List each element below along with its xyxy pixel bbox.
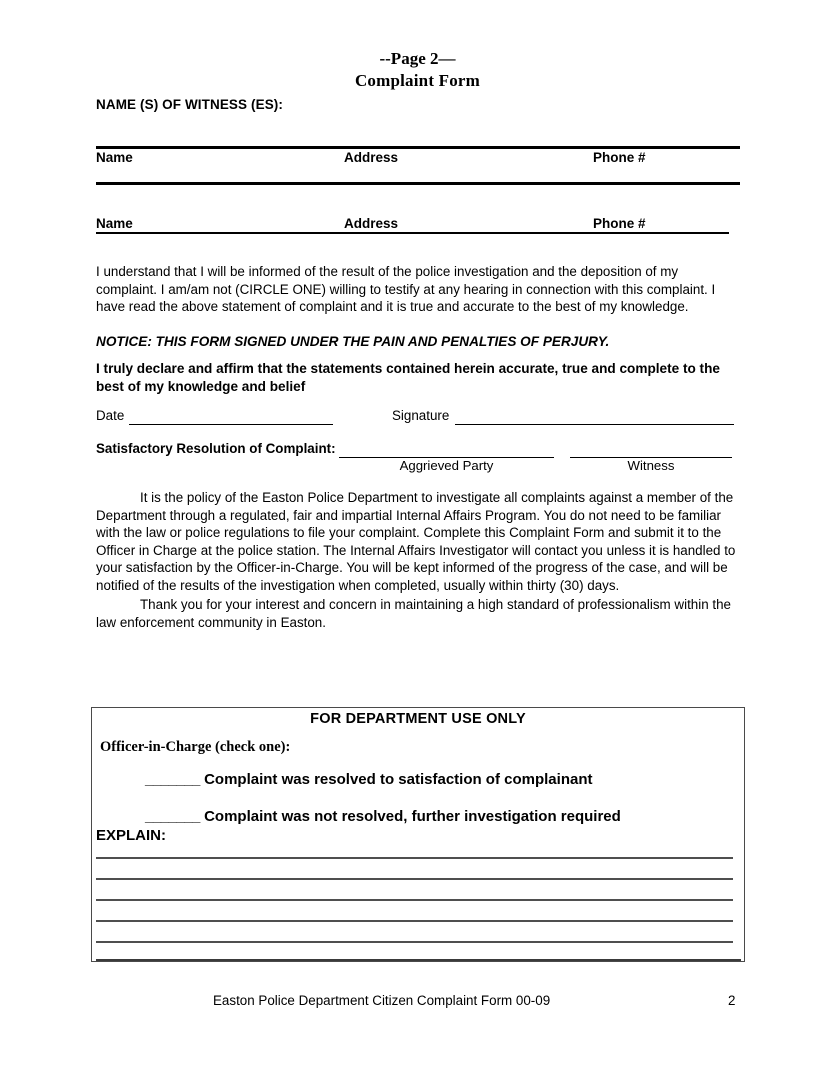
explain-write-line[interactable] [96, 857, 733, 859]
witness-row1-name-label: Name [96, 150, 133, 165]
page-title [95, 48, 740, 92]
page-title-line2: Complaint Form [354, 71, 481, 90]
signature-label: Signature [392, 408, 450, 423]
declaration-paragraph: I truly declare and affirm that the statements contained herein accurate, true and complete to the best of my knowledge and belief [96, 361, 720, 394]
aggrieved-party-caption: Aggrieved Party [399, 458, 494, 473]
option-1-checkbox-blank[interactable]: _______ [145, 771, 200, 788]
resolution-option-2[interactable] [145, 808, 621, 825]
option-2-checkbox-blank[interactable]: _______ [145, 808, 200, 825]
witness-row2-phone-label: Phone # [593, 216, 646, 231]
officer-in-charge-label: Officer-in-Charge (check one): [100, 739, 291, 755]
witness-row1-address-label: Address [344, 150, 399, 165]
date-input-line[interactable] [129, 424, 333, 425]
explain-write-line[interactable] [96, 959, 741, 961]
page-title-line1: --Page 2— [379, 49, 456, 68]
date-signature-row [0, 408, 835, 428]
witness-row2-address-label: Address [344, 216, 399, 231]
date-label: Date [96, 408, 125, 423]
resolution-label: Satisfactory Resolution of Complaint: [96, 441, 336, 456]
witness-row1-bottom-rule [96, 182, 740, 185]
witness-signature-caption: Witness [627, 458, 675, 473]
policy-paragraph-2: Thank you for your interest and concern in maintaining a high standard of professionalism within the law enforcement community in Easton. [96, 597, 732, 630]
explain-write-line[interactable] [96, 920, 733, 922]
witness-row1-phone-label: Phone # [593, 150, 646, 165]
witness-section-heading: NAME (S) OF WITNESS (ES): [96, 97, 283, 112]
explain-write-line[interactable] [96, 941, 733, 943]
witness-row1-top-rule [96, 146, 740, 149]
policy-paragraph-1: It is the policy of the Easton Police Department to investigate all complaints against a member of the Department through a regulated, fair and impartial Internal Affairs Program. You do not need to be familiar with the law or police regulations to file your complaint. Complete this Complaint Form and submit it to the Officer in Charge at the police station. The Internal Affairs Investigator will contact you unless it is handled to your satisfaction by the Officer-in-Charge. You will be kept informed of the progress of the case, and will be notified of the results of the investigation when completed, usually within thirty (30) days. [96, 490, 736, 593]
footer-page-number: 2 [728, 993, 736, 1008]
option-2-label: Complaint was not resolved, further investigation required [204, 808, 621, 825]
option-1-label: Complaint was resolved to satisfaction of complainant [204, 771, 593, 788]
department-box-title: FOR DEPARTMENT USE ONLY [310, 711, 526, 727]
explain-write-line[interactable] [96, 878, 733, 880]
witness-row2-underline [96, 232, 729, 234]
resolution-option-1[interactable] [145, 771, 592, 788]
footer-form-title: Easton Police Department Citizen Complaint Form 00-09 [213, 993, 551, 1008]
perjury-notice: NOTICE: THIS FORM SIGNED UNDER THE PAIN AND PENALTIES OF PERJURY. [96, 334, 610, 349]
resolution-row [0, 441, 835, 473]
explain-write-line[interactable] [96, 899, 733, 901]
understanding-paragraph: I understand that I will be informed of the result of the police investigation and the deposition of my complaint. I am/am not (CIRCLE ONE) willing to testify at any hearing in connection with this complaint. I have read the above statement of complaint and it is true and accurate to the best of my knowledge. [96, 264, 716, 315]
witness-row2-name-label: Name [96, 216, 133, 231]
explain-label: EXPLAIN: [96, 827, 167, 844]
signature-input-line[interactable] [455, 424, 734, 425]
